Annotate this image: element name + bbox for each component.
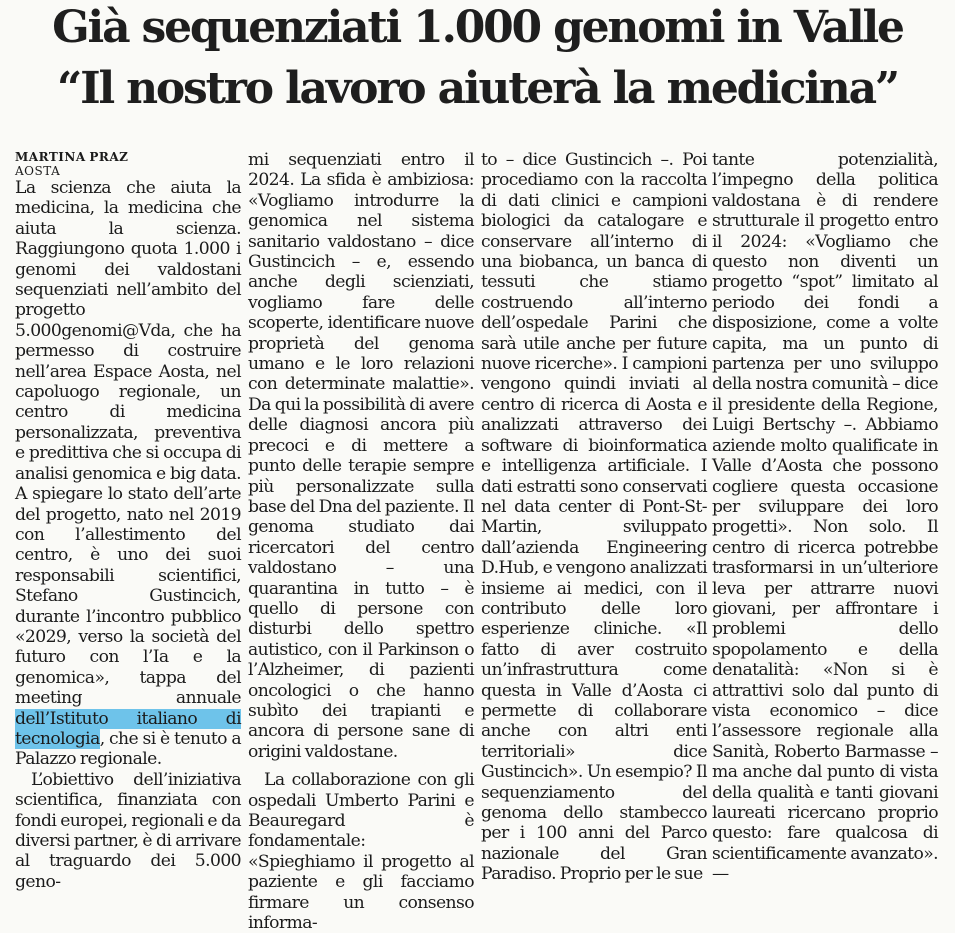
article-column-2 bbox=[248, 150, 474, 933]
article-text: La scienza che aiuta la medicina, la medicina che aiuta la scienza. Raggiungono quota 1.000 i genomi dei valdostani sequenziati nell’ambito del progetto 5.000genomi@Vda, che ha permesso di costruire nell’area Espace Aosta, nel capoluogo regionale, un centro di medicina personalizzata, preventiva e predittiva che si occupa di analisi genomica e big data. A spiegare lo stato dell’arte del progetto, nato nel 2019 con l’allestimento del centro, è uno dei suoi responsabili scientifici, Stefano Gustincich, durante l’incontro pubblico «2029, verso la società del futuro con l’Ia e la genomica», tappa del meeting annuale bbox=[15, 178, 241, 709]
highlighted-text[interactable]: dell’Istituto italiano di tecnologia bbox=[15, 708, 241, 749]
byline-author: MARTINA PRAZ bbox=[15, 150, 129, 164]
byline-place: AOSTA bbox=[15, 164, 61, 178]
headline-line-2: “Il nostro lavoro aiuterà la medicina” bbox=[56, 63, 899, 114]
article-paragraph: mi sequenziati entro il 2024. La sfida è ambiziosa: «Vogliamo introdurre la genomica nel sistema sanitario valdostano – dice Gustincich – e, essendo anche degli scienziati, vogliamo fare delle scoperte, identificare nuove proprietà del genoma umano e le loro relazioni con determinate malattie». Da qui la possibilità di avere delle diagnosi ancora più precoci e di mettere a punto delle terapie sempre più personalizzate sulla base del Dna del paziente. Il genoma studiato dai ricercatori del centro valdostano – una quarantina in tutto – è quello di persone con disturbi dello spettro autistico, con il Parkinson o l’Alzheimer, di pazienti oncologici o che hanno subìto dei trapianti e ancora di persone sane di origini valdostane. bbox=[248, 150, 474, 762]
article-paragraph: tante potenzialità, l’impegno della politica valdostana è di rendere strutturale il progetto entro il 2024: «Vogliamo che questo non diventi un progetto “spot” limitato al periodo dei fondi a disposizione, come a volte capita, ma un punto di partenza per uno sviluppo della nostra comunità – dice il presidente della Regione, Luigi Bertschy –. Abbiamo aziende molto qualificate in Valle d’Aosta che possono cogliere questa occasione per sviluppare dei loro progetti». Non solo. Il centro di ricerca potrebbe trasformarsi in un’ulteriore leva per attrarre nuovi giovani, per affrontare i problemi dello spopolamento e della denatalità: «Non si è attrattivi solo dal punto di vista economico – dice l’assessore regionale alla Sanità, Roberto Barmasse – ma anche dal punto di vista della qualità e tanti giovani laureati ricercano proprio questo: fare qualcosa di scientificamente avanzato». — bbox=[712, 150, 939, 885]
article-paragraph: to – dice Gustincich –. Poi procediamo con la raccolta di dati clinici e campioni biologici da catalogare e conservare all’interno di una biobanca, un banca di tessuti che stiamo costruendo all’interno dell’ospedale Parini che sarà utile anche per future nuove ricerche». I campioni vengono quindi inviati al centro di ricerca di Aosta e analizzati attraverso dei software di bioinformatica e intelligenza artificiale. I dati estratti sono conservati nel data center di Pont-St-Martin, sviluppato dall’azienda Engineering D.Hub, e vengono analizzati insieme ai medici, con il contributo delle loro esperienze cliniche. «Il fatto di aver costruito un’infrastruttura come questa in Valle d’Aosta ci permette di collaborare anche con altri enti territoriali» dice Gustincich». Un esempio? Il sequenziamento del genoma dello stambecco per i 100 anni del Parco nazionale del Gran Paradiso. Proprio per le sue bbox=[481, 150, 707, 885]
article-column-1 bbox=[15, 150, 241, 892]
article-text: , che si è tenuto a Palazzo regionale. bbox=[15, 728, 241, 770]
article-paragraph bbox=[15, 178, 241, 770]
article-paragraph: La collaborazione con gli ospedali Umberto Parini e Beauregard è fondamentale: «Spieghiamo il progetto al paziente e gli facciamo firmare un consenso informa- bbox=[248, 770, 474, 933]
article-column-4 bbox=[712, 150, 938, 885]
headline-line-1: Già sequenziati 1.000 genomi in Valle bbox=[52, 2, 903, 53]
article-paragraph: L’obiettivo dell’iniziativa scientifica, finanziata con fondi europei, regionali e da diversi partner, è di arrivare al traguardo dei 5.000 geno- bbox=[15, 769, 241, 892]
article-column-3 bbox=[481, 150, 707, 885]
